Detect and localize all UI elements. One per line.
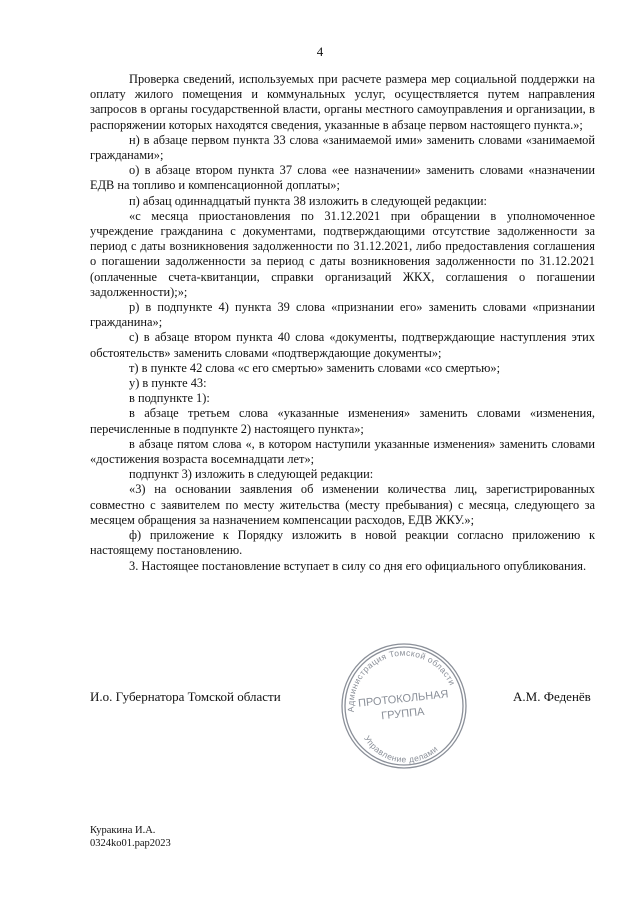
paragraph: н) в абзаце первом пункта 33 слова «занимаемой ими» заменить словами «занимаемой гражданами»; [90, 132, 595, 163]
document-body [90, 72, 595, 574]
paragraph: в абзаце третьем слова «указанные изменения» заменить словами «изменения, перечисленные в подпункте 2) настоящего пункта»; [90, 406, 595, 436]
executor-name: Куракина И.А. [90, 825, 156, 836]
paragraph: в абзаце пятом слова «, в котором наступили указанные изменения» заменить словами «достижения возраста восемнадцати лет»; [90, 436, 595, 467]
paragraph: т) в пункте 42 слова «с его смертью» заменить словами «со смертью»; [129, 360, 501, 375]
file-code: 0324ko01.pap2023 [90, 838, 171, 849]
official-stamp [338, 640, 470, 772]
signatory-position: И.о. Губернатора Томской области [90, 689, 281, 704]
footer [90, 824, 171, 850]
stamp-bottom-text: Управление делами [362, 733, 440, 765]
paragraph: 3. Настоящее постановление вступает в силу со дня его официального опубликования. [129, 558, 587, 573]
paragraph: Проверка сведений, используемых при расчете размера мер социальной поддержки на оплату жилого помещения и коммунальных услуг, осуществляется путем направления запросов в органы государственной власти, органы местного самоуправления и организации, в распоряжении которых находятся сведения, указанные в абзаце первом настоящего пункта.»; [90, 72, 595, 132]
paragraph: «3) на основании заявления об изменении количества лиц, зарегистрированных совместно с заявителем по месту жительства (месту пребывания) с месяца, следующего за месяцем обращения за назначением компенсации расходов, ЕДВ ЖКУ.»; [90, 482, 595, 527]
paragraph: у) в пункте 43: [129, 376, 207, 391]
paragraph: подпункт 3) изложить в следующей редакции: [129, 467, 374, 482]
stamp-top-text: Администрация Томской области [345, 647, 458, 713]
paragraph: ф) приложение к Порядку изложить в новой реакции согласно приложению к настоящему постановлению. [90, 528, 595, 558]
paragraph: в подпункте 1): [129, 391, 210, 406]
page-number: 4 [316, 44, 324, 59]
paragraph: р) в подпункте 4) пункта 39 слова «признании его» заменить словами «признании гражданина»; [90, 300, 595, 330]
paragraph: «с месяца приостановления по 31.12.2021 при обращении в уполномоченное учреждение гражданина с документами, подтверждающими отсутствие задолженности за период с даты возникновения задолженности по 31.12.2021, либо предоставления соглашения о погашении задолженности за период с даты возникновения задолженности по 31.12.2021 (оплаченные счета-квитанции, справки организаций ЖКХ, соглашения о погашении задолженности);»; [90, 208, 595, 299]
paragraph: п) абзац одиннадцатый пункта 38 изложить в следующей редакции: [129, 193, 487, 208]
paragraph: с) в абзаце втором пункта 40 слова «документы, подтверждающие наступления этих обстоятельств» заменить словами «подтверждающие документы»; [90, 330, 595, 360]
stamp-line-1: ПРОТОКОЛЬНАЯ [357, 688, 450, 710]
paragraph: о) в абзаце втором пункта 37 слова «ее назначении» заменить словами «назначении ЕДВ на топливо и компенсационной доплаты»; [90, 163, 595, 193]
signatory-name: А.М. Феденёв [513, 689, 591, 704]
stamp-line-2: ГРУППА [380, 705, 425, 723]
